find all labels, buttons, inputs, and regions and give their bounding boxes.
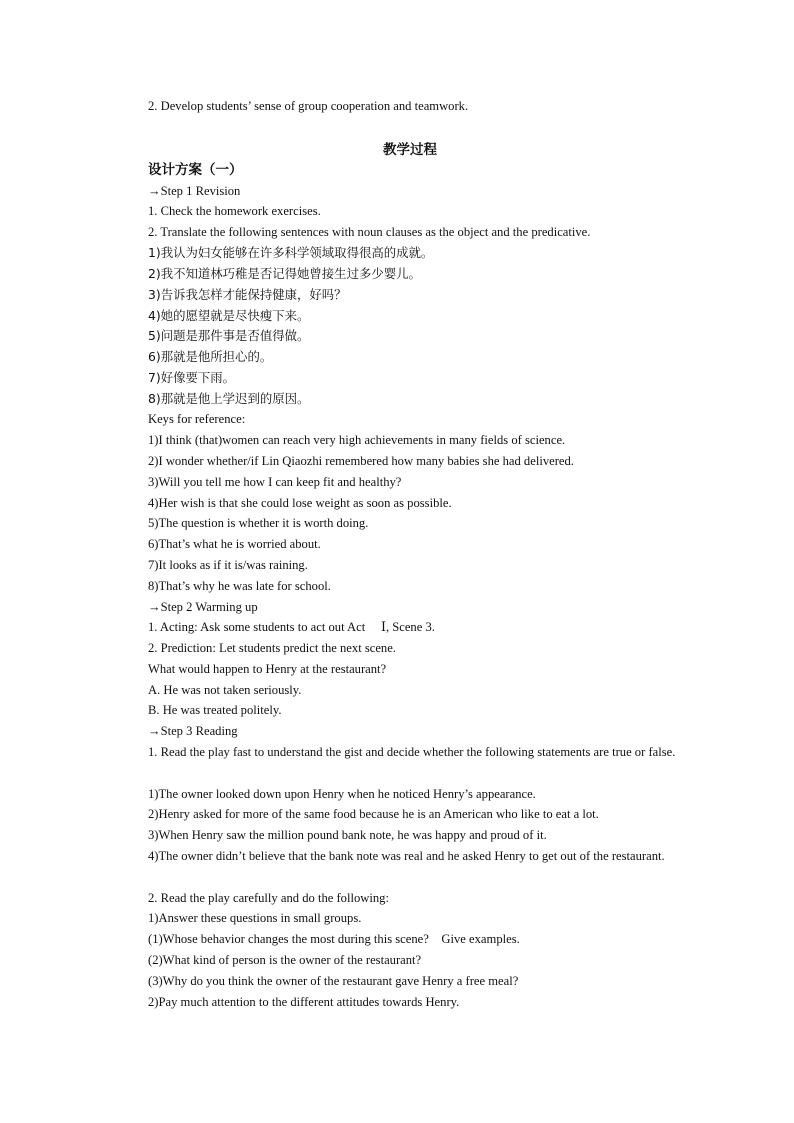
question-line: (2)What kind of person is the owner of the restaurant? xyxy=(148,953,422,967)
text-line: 1. Check the homework exercises. xyxy=(148,204,321,218)
question-line: (3)Why do you think the owner of the restaurant gave Henry a free meal? xyxy=(148,974,519,988)
objective-line: 2. Develop students’ sense of group cooperation and teamwork. xyxy=(148,99,469,113)
keys-heading: Keys for reference: xyxy=(148,412,246,426)
key-answer: 2)I wonder whether/if Lin Qiaozhi remembered how many babies she had delivered. xyxy=(148,454,574,468)
key-answer: 4)Her wish is that she could lose weight as soon as possible. xyxy=(148,496,452,510)
key-answer: 8)That’s why he was late for school. xyxy=(148,579,331,593)
chinese-sentence: 8)那就是他上学迟到的原因。 xyxy=(148,391,310,406)
text-line: What would happen to Henry at the restaurant? xyxy=(148,662,387,676)
chinese-sentence: 1)我认为妇女能够在许多科学领域取得很高的成就。 xyxy=(148,245,434,260)
chinese-sentence: 7)好像要下雨。 xyxy=(148,370,236,385)
text-line: 2. Prediction: Let students predict the next scene. xyxy=(148,641,396,655)
chinese-sentence: 2)我不知道林巧稚是否记得她曾接生过多少婴儿。 xyxy=(148,266,421,281)
statement-paragraph: 4)The owner didn’t believe that the bank note was real and he asked Henry to get out of the restaurant. xyxy=(148,849,665,863)
option-line: A. He was not taken seriously. xyxy=(148,683,302,697)
key-answer: 5)The question is whether it is worth doing. xyxy=(148,516,369,530)
chinese-sentence: 4)她的愿望就是尽快瘦下来。 xyxy=(148,308,310,323)
step-heading: →Step 2 Warming up xyxy=(148,600,258,614)
text-line: 1)Answer these questions in small groups. xyxy=(148,911,362,925)
key-answer: 6)That’s what he is worried about. xyxy=(148,537,321,551)
chinese-sentence: 5)问题是那件事是否值得做。 xyxy=(148,328,310,343)
section-title: 教学过程 xyxy=(383,142,437,157)
key-answer: 7)It looks as if it is/was raining. xyxy=(148,558,308,572)
chinese-sentence: 3)告诉我怎样才能保持健康，好吗？ xyxy=(148,287,347,302)
text-line: 2)Pay much attention to the different attitudes towards Henry. xyxy=(148,995,460,1009)
text-line: 2. Translate the following sentences with noun clauses as the object and the predicative. xyxy=(148,225,591,239)
statement-line: 2)Henry asked for more of the same food because he is an American who like to eat a lot. xyxy=(148,807,599,821)
text-line: 2. Read the play carefully and do the following: xyxy=(148,891,389,905)
option-line: B. He was treated politely. xyxy=(148,703,282,717)
text-line: 1. Acting: Ask some students to act out Act Ⅰ, Scene 3. xyxy=(148,620,435,634)
key-answer: 3)Will you tell me how I can keep fit and healthy? xyxy=(148,475,402,489)
key-answer: 1)I think (that)women can reach very high achievements in many fields of science. xyxy=(148,433,566,447)
statement-line: 3)When Henry saw the million pound bank note, he was happy and proud of it. xyxy=(148,828,547,842)
plan-heading: 设计方案（一） xyxy=(148,162,243,177)
step-heading: →Step 1 Revision xyxy=(148,184,241,198)
text-paragraph: 1. Read the play fast to understand the gist and decide whether the following statements are true or false. xyxy=(148,745,676,759)
step-heading: →Step 3 Reading xyxy=(148,724,238,738)
chinese-sentence: 6)那就是他所担心的。 xyxy=(148,349,273,364)
question-line: (1)Whose behavior changes the most during this scene? Give examples. xyxy=(148,932,520,946)
statement-line: 1)The owner looked down upon Henry when he noticed Henry’s appearance. xyxy=(148,787,536,801)
